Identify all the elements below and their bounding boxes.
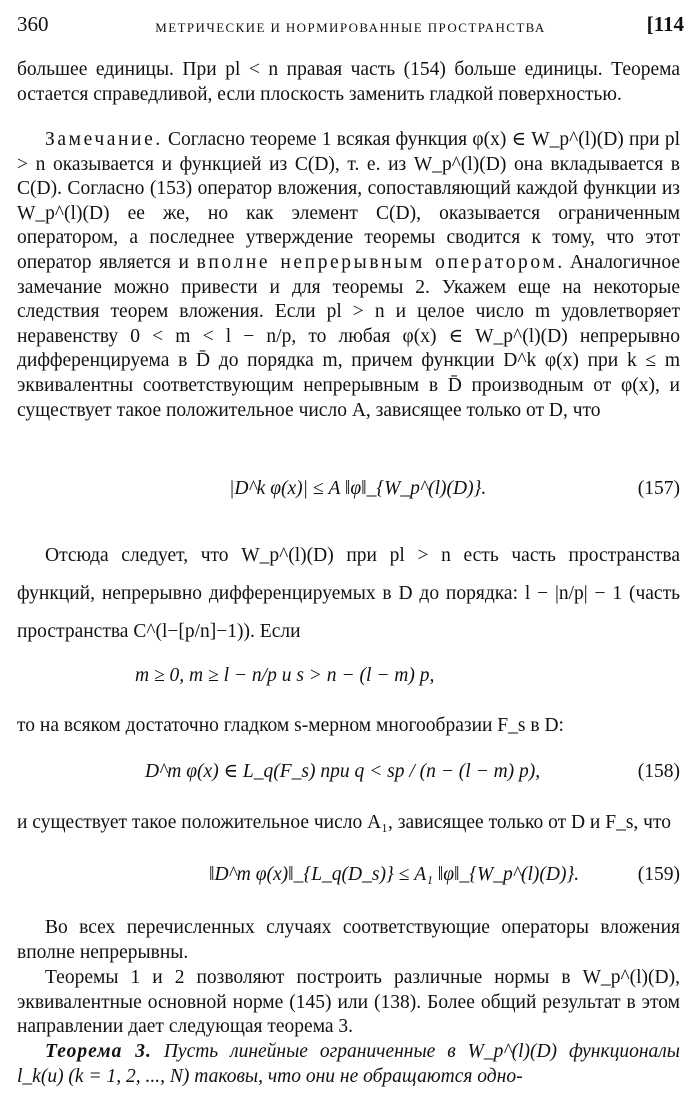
equation-158-formula: D^m φ(x) ∈ L_q(F_s) при q < sp / (n − (l − m) p), xyxy=(145,761,541,782)
paragraph-7: Теоремы 1 и 2 позволяют построить различные нормы в W_p^(l)(D), эквивалентные основной норме (145) или (138). Более общий результат в этом направлении дает следующая теорема 3. xyxy=(17,967,680,1038)
paragraph-4: то на всяком достаточно гладком s-мерном многообразии F_s в D: xyxy=(17,715,564,736)
equation-158 xyxy=(17,760,680,794)
remark-body: Согласно теореме 1 всякая функция φ(x) ∈ W_p^(l)(D) при pl > n оказывается и функцией из C(D), т. е. из W_p^(l)(D) она вкладывается в C(D). Согласно (153) оператор вложения, сопоставляющий каждой функции из W_p^(l)(D) ее же, но как элемент C(D), оказывается ограниченным оператором, а последнее утверждение теоремы сводится к тому, что этот оператор является и xyxy=(17,129,680,273)
equation-159-number: (159) xyxy=(637,864,680,885)
running-title: МЕТРИЧЕСКИЕ И НОРМИРОВАННЫЕ ПРОСТРАНСТВА xyxy=(155,20,546,35)
remark-tail: . Аналогичное замечание можно привести и для теоремы 2. Укажем еще на некоторые следствия теорем вложения. Если pl > n и целое число m удовлетворяет неравенству 0 < m < l − n/p, то любая φ(x) ∈ W_p^(l)(D) непрерывно дифференцируема в D̄ до порядка m, причем функции D^k φ(x) при k ≤ m эквивалентны соответствующим непрерывным в D̄ производным от φ(x), и существует такое положительное число A, зависящее только от D, что xyxy=(17,251,680,421)
remark-label: Замечание. xyxy=(45,129,163,150)
paragraph-3: Отсюда следует, что W_p^(l)(D) при pl > n есть часть пространства функций, непрерывно дифференцируемых в D до порядка: l − |n/p| − 1 (часть пространства C^(l−[p/n]−1)). Если xyxy=(17,545,680,642)
condition-line xyxy=(17,664,680,698)
remark-emphasis: вполне непрерывным оператором xyxy=(196,251,558,273)
paragraph-6: Во всех перечисленных случаях соответствующие операторы вложения вполне непрерывны. xyxy=(17,917,680,963)
equation-159-formula: ‖D^m φ(x)‖_{L_q(D_s)} ≤ A₁ ‖φ‖_{W_p^(l)(D)}. xyxy=(209,864,580,885)
condition-formula: m ≥ 0, m ≥ l − n/p и s > n − (l − m) p, xyxy=(135,665,435,686)
paragraph-remark xyxy=(17,128,680,423)
theorem-3-body: Пусть линейные ограниченные в W_p^(l)(D) функционалы l_k(u) (k = 1, 2, ..., N) таковы, что они не обращаются одно- xyxy=(17,1041,680,1087)
equation-157-formula: |D^k φ(x)| ≤ A ‖φ‖_{W_p^(l)(D)}. xyxy=(229,478,487,499)
section-number: [114 xyxy=(646,12,684,36)
equation-158-number: (158) xyxy=(637,761,680,782)
page-number: 360 xyxy=(17,12,49,36)
running-header xyxy=(17,12,684,38)
equation-157 xyxy=(17,477,680,511)
equation-159 xyxy=(17,863,680,897)
theorem-3 xyxy=(17,1040,680,1089)
paragraph-1: большее единицы. При pl < n правая часть (154) больше единицы. Теорема остается справедливой, если плоскость заменить гладкой поверхностью. xyxy=(17,59,680,105)
equation-157-number: (157) xyxy=(637,478,680,499)
paragraph-5: и существует такое положительное число A₁, зависящее только от D и F_s, что xyxy=(17,812,671,833)
theorem-3-label: Теорема 3. xyxy=(45,1041,152,1062)
